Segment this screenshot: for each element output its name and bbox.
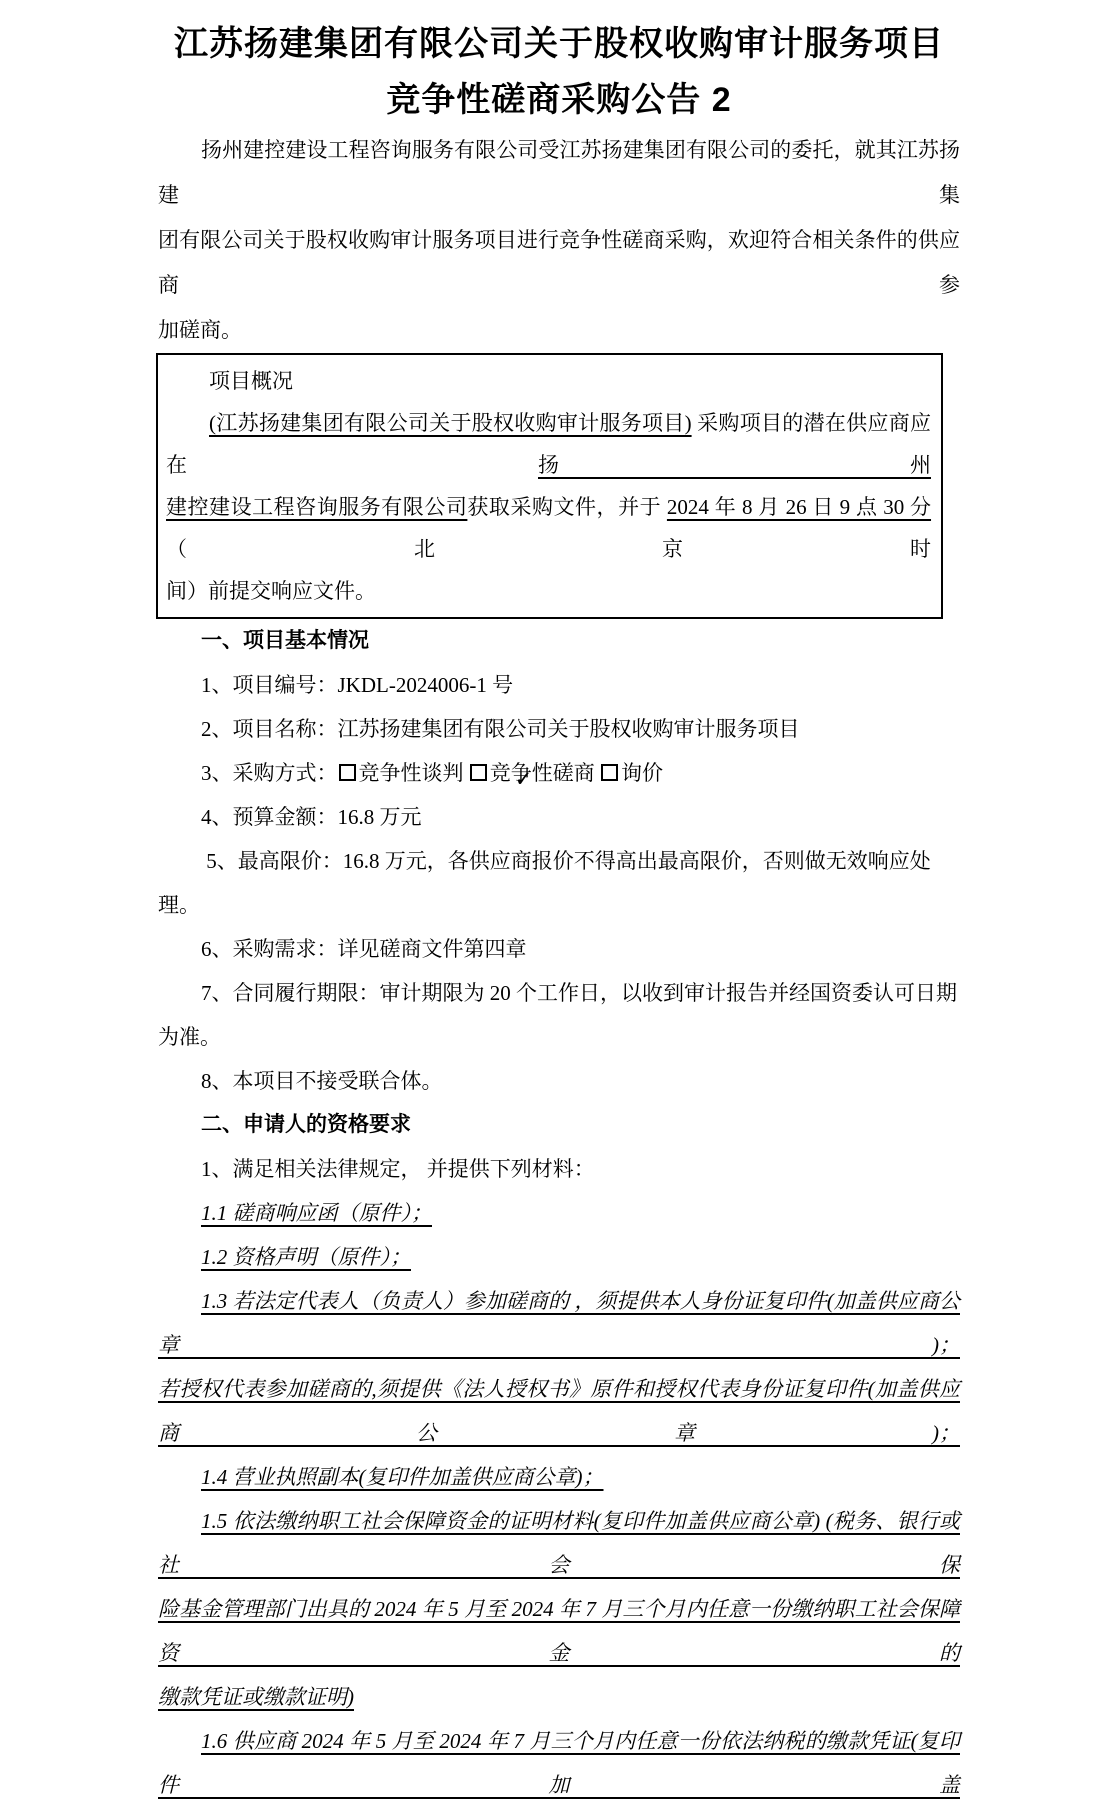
text-segment: 1.4 营业执照副本(复印件加盖供应商公章)；: [201, 1465, 604, 1489]
text-segment: 竞争性谈判: [358, 761, 469, 785]
text-segment: 2024 年 8 月 26 日 9 点 30 分: [666, 495, 932, 519]
text-segment: 团有限公司关于股权收购审计服务项目进行竞争性磋商采购，欢迎符合相关条件的供应商参: [158, 228, 960, 297]
text-segment: 4、预算金额：16.8 万元: [201, 805, 422, 829]
text-line: [158, 1147, 960, 1191]
text-segment: 若授权代表参加磋商的,须提供《法人授权书》原件和授权代表身份证复印件(加盖供应商公章)；: [158, 1377, 960, 1445]
text-segment: 5、最高限价：16.8 万元，各供应商报价不得高出最高限价，否则做无效响应处理。: [158, 849, 931, 917]
title-line-1: 江苏扬建集团有限公司关于股权收购审计服务项目: [174, 25, 944, 63]
text-segment: 1.5 依法缴纳职工社会保障资金的证明材料(复印件加盖供应商公章) (税务、银行或社会保: [158, 1509, 960, 1577]
text-line: [166, 402, 931, 486]
text-segment: 7、合同履行期限：审计期限为 20 个工作日，以收到审计报告并经国资委认可日期为准。: [158, 981, 957, 1049]
text-segment: 2、项目名称：江苏扬建集团有限公司关于股权收购审计服务项目: [201, 717, 800, 741]
text-line: [158, 218, 960, 308]
text-line: [158, 1059, 960, 1103]
project-overview-box: [156, 353, 943, 619]
text-segment: 缴款凭证或缴款证明): [158, 1685, 354, 1709]
text-line: [158, 1719, 960, 1807]
text-segment: 采购项目的潜在供应商应在: [166, 411, 932, 477]
section2-heading: 二、申请人的资格要求: [201, 1113, 411, 1136]
text-segment: 建控建设工程咨询服务有限公司: [166, 495, 468, 519]
section2-items: [158, 1147, 960, 1807]
text-line: [158, 1499, 960, 1587]
text-segment: 1、项目编号：JKDL-2024006-1 号: [201, 673, 514, 697]
text-segment: 3、采购方式：: [201, 761, 338, 785]
overview-body: [166, 402, 931, 612]
text-segment: 6、采购需求：详见磋商文件第四章: [201, 937, 527, 961]
text-segment: 扬州: [538, 453, 931, 477]
text-segment: (江苏扬建集团有限公司关于股权收购审计服务项目): [209, 411, 692, 435]
text-line: [158, 751, 960, 795]
text-line: [158, 927, 960, 971]
text-line: [158, 1367, 960, 1455]
checkbox-checked-icon: [470, 764, 487, 781]
text-line: [158, 971, 960, 1059]
text-line: [158, 1279, 960, 1367]
document-title: [158, 16, 960, 128]
intro-paragraph: [158, 128, 960, 353]
text-segment: 1.6 供应商 2024 年 5 月至 2024 年 7 月三个月内任意一份依法纳税的缴款凭证(复印件加盖: [158, 1729, 960, 1797]
text-line: [158, 308, 960, 353]
text-segment: 加磋商。: [158, 318, 242, 342]
text-segment: （北京时: [166, 537, 931, 561]
text-segment: 8、本项目不接受联合体。: [201, 1069, 443, 1093]
text-line: [166, 570, 931, 612]
text-segment: 1、满足相关法律规定， 并提供下列材料：: [201, 1157, 595, 1181]
text-line: [158, 795, 960, 839]
text-line: [166, 486, 931, 570]
text-segment: 1.2 资格声明（原件）；: [201, 1245, 411, 1269]
text-line: [158, 1587, 960, 1675]
text-segment: 险基金管理部门出具的 2024 年 5 月至 2024 年 7 月三个月内任意一份缴纳职工社会保障资金的: [158, 1597, 960, 1665]
checkbox-unchecked-icon: [339, 764, 356, 781]
text-segment: 竞争性磋商: [489, 761, 600, 785]
text-line: [158, 1235, 960, 1279]
text-segment: 间）前提交响应文件。: [166, 579, 376, 603]
section1-items: [158, 663, 960, 1103]
text-line: [158, 707, 960, 751]
text-segment: 获取采购文件，并于: [467, 495, 667, 519]
checkbox-unchecked-icon: [601, 764, 618, 781]
text-line: [158, 839, 960, 927]
text-line: [158, 1191, 960, 1235]
text-line: [158, 1455, 960, 1499]
title-line-2: 竞争性磋商采购公告 2: [386, 81, 732, 119]
text-segment: 扬州建控建设工程咨询服务有限公司受江苏扬建集团有限公司的委托，就其江苏扬建集: [158, 138, 960, 207]
text-segment: 1.3 若法定代表人（负责人）参加磋商的 ，须提供本人身份证复印件(加盖供应商公章)；: [158, 1289, 960, 1357]
section1-heading: 一、项目基本情况: [201, 629, 369, 652]
overview-heading: 项目概况: [209, 369, 293, 393]
text-segment: 询价: [621, 761, 663, 785]
text-line: [158, 128, 960, 218]
text-line: [158, 1675, 960, 1719]
text-segment: 1.1 磋商响应函（原件）；: [201, 1201, 432, 1225]
text-line: [158, 663, 960, 707]
